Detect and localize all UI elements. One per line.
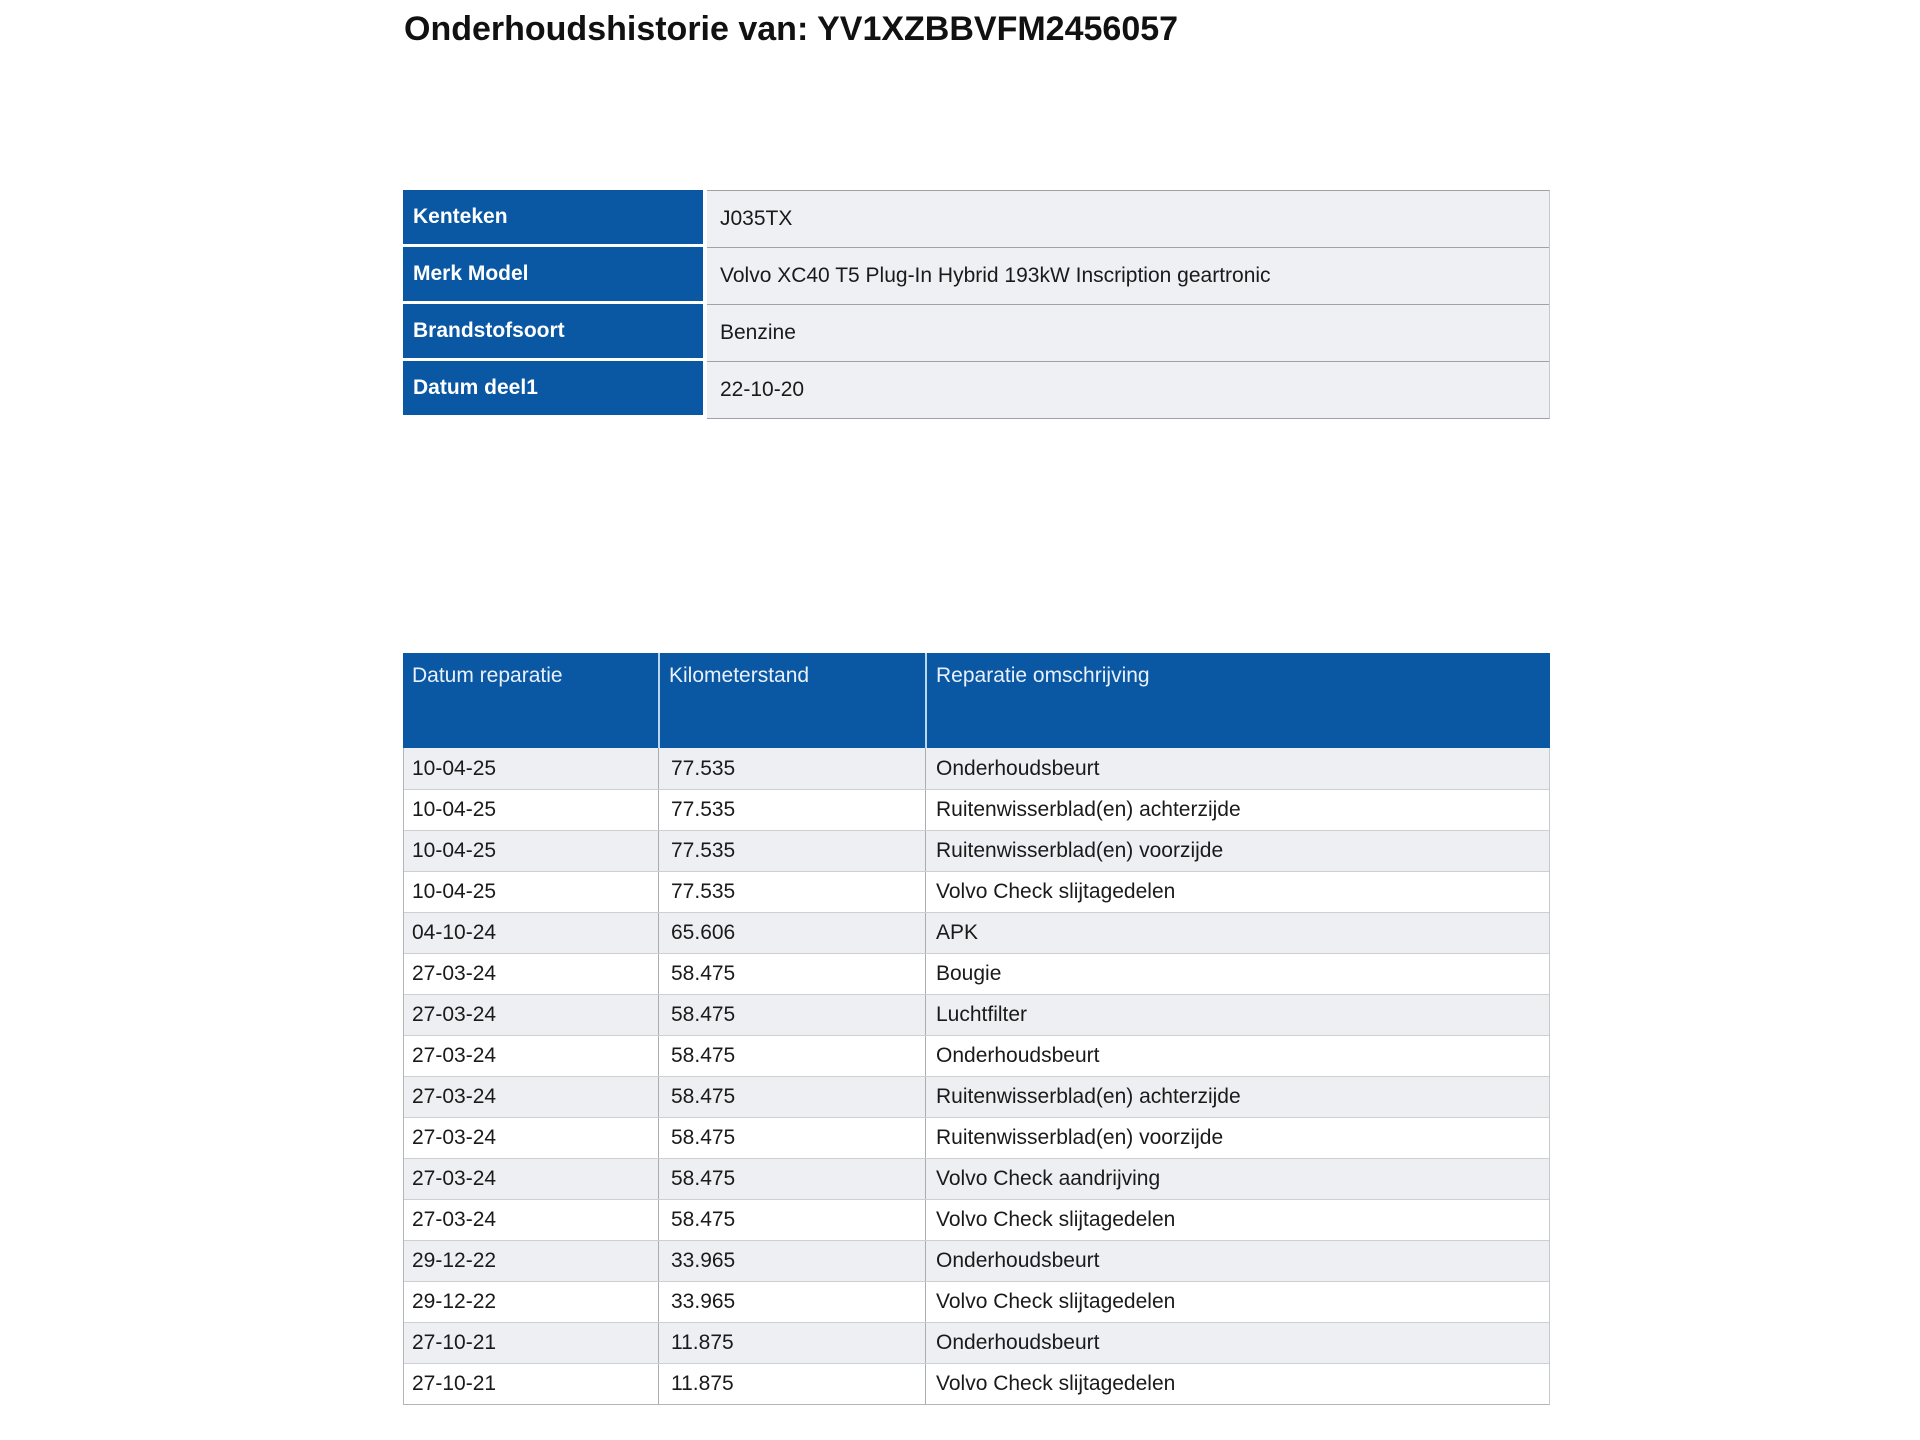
table-row: [404, 1240, 1549, 1281]
repair-date-cell: 27-10-21: [404, 1364, 659, 1404]
info-label: Kenteken: [403, 190, 703, 244]
table-row: [404, 789, 1549, 830]
repair-date-cell: 10-04-25: [404, 831, 659, 871]
table-row: [404, 1035, 1549, 1076]
table-row: [404, 1281, 1549, 1322]
odometer-cell: 58.475: [659, 1159, 926, 1199]
info-value: J035TX: [707, 191, 1549, 248]
repair-description-cell: APK: [936, 921, 979, 944]
table-row: [404, 871, 1549, 912]
odometer-cell: 65.606: [659, 913, 926, 953]
repair-description-cell: Onderhoudsbeurt: [936, 1044, 1100, 1067]
repair-date-cell: 27-03-24: [404, 1200, 659, 1240]
repair-table-header-row: [403, 653, 1550, 748]
vehicle-info-value-column: [707, 190, 1550, 419]
table-row: [404, 1322, 1549, 1363]
column-header-reparatie-omschrijving: Reparatie omschrijving: [925, 653, 1550, 748]
repair-date-cell: 27-03-24: [404, 1077, 659, 1117]
repair-description-cell: Volvo Check aandrijving: [936, 1167, 1161, 1190]
repair-description-cell: Ruitenwisserblad(en) voorzijde: [936, 1126, 1224, 1149]
table-row: [404, 953, 1549, 994]
repair-date-cell: 04-10-24: [404, 913, 659, 953]
odometer-cell: 33.965: [659, 1241, 926, 1281]
odometer-cell: 58.475: [659, 1077, 926, 1117]
repair-description-cell: Luchtfilter: [936, 1003, 1028, 1026]
repair-table-body: [403, 748, 1550, 1405]
table-row: [404, 1363, 1549, 1404]
repair-description-cell: Onderhoudsbeurt: [936, 1331, 1100, 1354]
odometer-cell: 58.475: [659, 1200, 926, 1240]
repair-description-cell: Volvo Check slijtagedelen: [936, 880, 1176, 903]
repair-description-cell: Volvo Check slijtagedelen: [936, 1290, 1176, 1313]
vehicle-info-table: [403, 190, 1550, 419]
repair-date-cell: 10-04-25: [404, 872, 659, 912]
repair-description-cell: Ruitenwisserblad(en) achterzijde: [936, 1085, 1241, 1108]
table-row: [404, 1117, 1549, 1158]
odometer-cell: 11.875: [659, 1364, 926, 1404]
column-header-kilometerstand: Kilometerstand: [658, 653, 925, 748]
repair-date-cell: 10-04-25: [404, 748, 659, 789]
repair-description-cell: Ruitenwisserblad(en) achterzijde: [936, 798, 1241, 821]
repair-history-table: [403, 653, 1550, 1405]
repair-description-cell: Bougie: [936, 962, 1002, 985]
odometer-cell: 58.475: [659, 995, 926, 1035]
repair-date-cell: 29-12-22: [404, 1282, 659, 1322]
repair-description-cell: Volvo Check slijtagedelen: [936, 1372, 1176, 1395]
info-value: Volvo XC40 T5 Plug-In Hybrid 193kW Inscription geartronic: [707, 248, 1549, 305]
column-header-datum-reparatie: Datum reparatie: [412, 664, 563, 687]
odometer-cell: 77.535: [659, 872, 926, 912]
vehicle-info-label-column: [403, 190, 703, 419]
odometer-cell: 77.535: [659, 790, 926, 830]
repair-date-cell: 27-03-24: [404, 1118, 659, 1158]
odometer-cell: 58.475: [659, 954, 926, 994]
odometer-cell: 77.535: [659, 831, 926, 871]
repair-description-cell: Onderhoudsbeurt: [936, 1249, 1100, 1272]
odometer-cell: 77.535: [659, 748, 926, 789]
repair-date-cell: 10-04-25: [404, 790, 659, 830]
info-label: Brandstofsoort: [403, 304, 703, 358]
info-value: Benzine: [707, 305, 1549, 362]
table-row: [404, 748, 1549, 789]
odometer-cell: 33.965: [659, 1282, 926, 1322]
repair-date-cell: 27-10-21: [404, 1323, 659, 1363]
odometer-cell: 11.875: [659, 1323, 926, 1363]
table-row: [404, 830, 1549, 871]
repair-date-cell: 27-03-24: [404, 954, 659, 994]
repair-date-cell: 27-03-24: [404, 995, 659, 1035]
info-label: Datum deel1: [403, 361, 703, 415]
repair-description-cell: Ruitenwisserblad(en) voorzijde: [936, 839, 1224, 862]
repair-description-cell: Onderhoudsbeurt: [936, 756, 1100, 780]
table-row: [404, 912, 1549, 953]
table-row: [404, 994, 1549, 1035]
repair-date-cell: 27-03-24: [404, 1159, 659, 1199]
table-row: [404, 1158, 1549, 1199]
info-label: Merk Model: [403, 247, 703, 301]
repair-date-cell: 29-12-22: [404, 1241, 659, 1281]
table-row: [404, 1199, 1549, 1240]
odometer-cell: 58.475: [659, 1118, 926, 1158]
table-row: [404, 1076, 1549, 1117]
repair-description-cell: Volvo Check slijtagedelen: [936, 1208, 1176, 1231]
odometer-cell: 58.475: [659, 1036, 926, 1076]
repair-date-cell: 27-03-24: [404, 1036, 659, 1076]
page-title: Onderhoudshistorie van: YV1XZBBVFM2456057: [404, 10, 1179, 48]
info-value: 22-10-20: [707, 362, 1549, 418]
